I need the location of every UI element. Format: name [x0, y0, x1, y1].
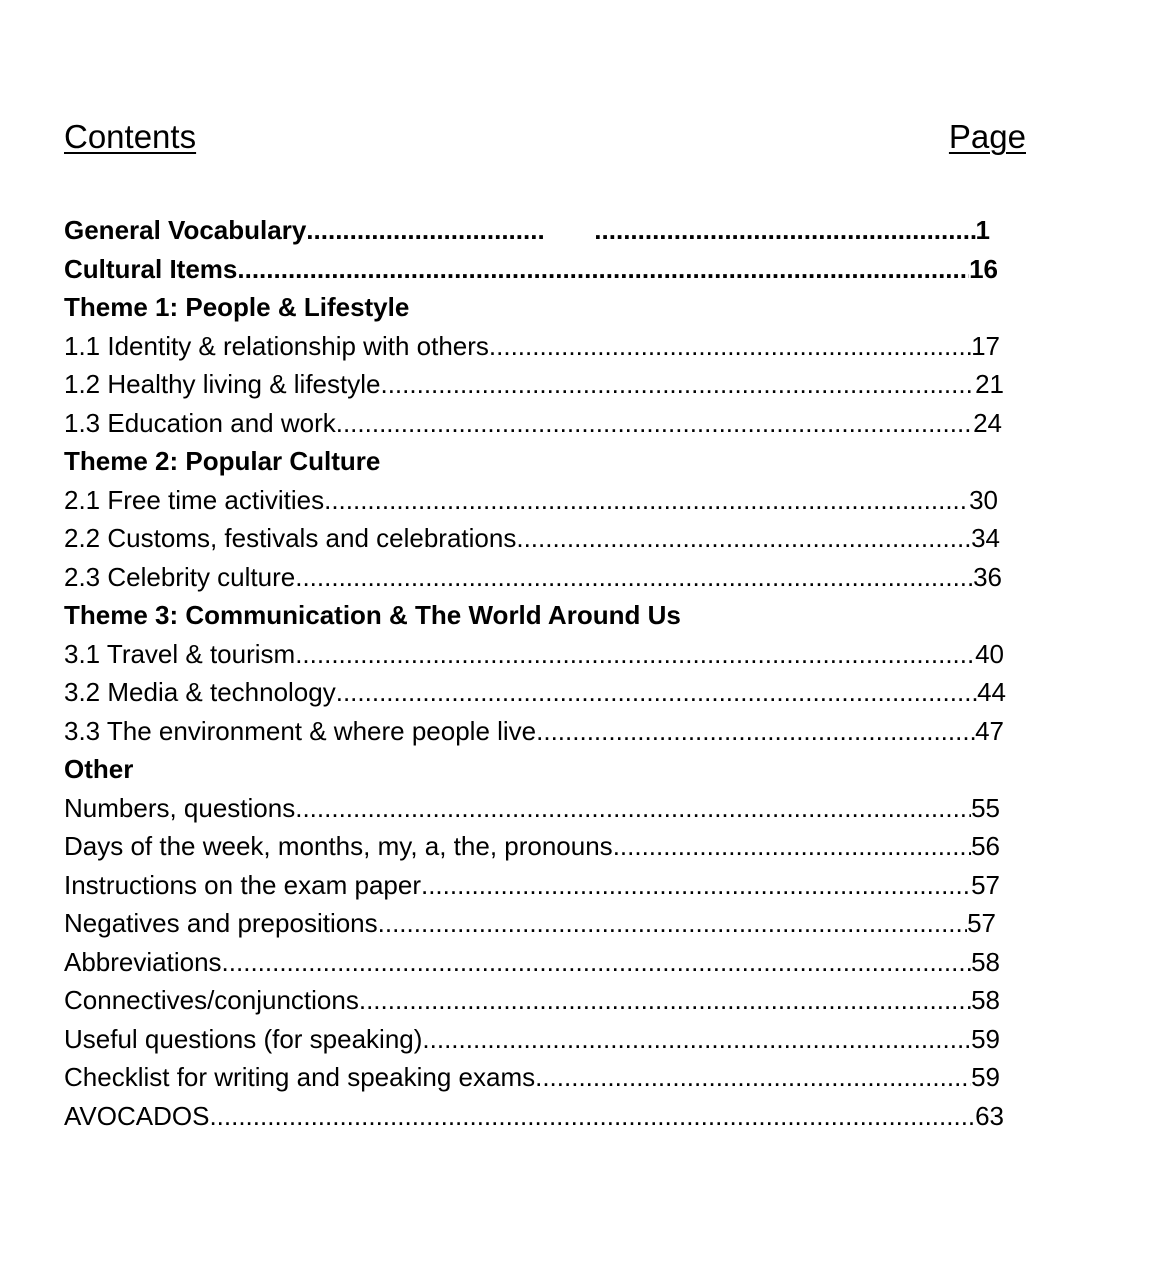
toc-entry-page: 40 [975, 638, 1004, 669]
toc-entry-days-of-the-week[interactable] [64, 827, 1000, 866]
dot-leader [422, 1020, 971, 1059]
toc-entry-label: 3.2 Media & technology [64, 677, 336, 707]
toc-entry-3-2[interactable] [64, 673, 1006, 712]
toc-entry-label: General Vocabulary [64, 215, 307, 245]
toc-entry-label: Negatives and prepositions [64, 908, 378, 938]
dot-leader [536, 712, 975, 751]
contents-header [64, 110, 1034, 170]
toc-entry-label: Days of the week, months, my, a, the, pronouns [64, 831, 613, 861]
dot-leader [535, 1058, 971, 1097]
toc-entry-negatives-prepositions[interactable] [64, 904, 996, 943]
toc-entry-label: 2.2 Customs, festivals and celebrations [64, 523, 517, 553]
toc-entry-page: 63 [975, 1100, 1004, 1131]
toc-entry-label: 1.1 Identity & relationship with others [64, 330, 489, 361]
toc-entry-label: Instructions on the exam paper [64, 869, 421, 900]
toc-entry-page: 58 [971, 946, 1000, 977]
toc-entry-page: 30 [969, 484, 998, 515]
toc-entry-page: 16 [969, 253, 998, 284]
toc-entry-page: 44 [977, 677, 1006, 707]
toc-entry-3-1[interactable] [64, 635, 1004, 674]
contents-title: Contents [64, 118, 197, 155]
toc-entry-label: AVOCADOS [64, 1100, 210, 1131]
toc-entry-general-vocabulary[interactable] [64, 211, 990, 250]
dot-leader [209, 1097, 975, 1136]
dot-leader [594, 211, 975, 250]
toc-section-other [64, 750, 1034, 789]
toc-entry-page: 34 [971, 523, 1000, 553]
toc-entry-label: Numbers, questions [64, 792, 296, 823]
dot-leader [613, 827, 971, 866]
toc-entry-label: Cultural Items [64, 253, 238, 284]
toc-section-heading: Theme 1: People & Lifestyle [64, 292, 410, 322]
toc-entry-1-1[interactable] [64, 327, 1000, 366]
toc-entry-page: 59 [971, 1062, 1000, 1092]
toc-entry-label: 3.3 The environment & where people live [64, 715, 537, 746]
toc-section-theme-2 [64, 442, 1034, 481]
toc-entry-cultural-items[interactable] [64, 250, 998, 289]
toc-entry-1-3[interactable] [64, 404, 1002, 443]
toc-entry-connectives[interactable] [64, 981, 1000, 1020]
dot-leader [378, 904, 967, 943]
toc-entry-page: 21 [975, 369, 1004, 399]
toc-entry-1-2[interactable] [64, 365, 1004, 404]
dot-leader [222, 943, 972, 982]
page-column-title: Page [948, 118, 1026, 155]
dot-leader [489, 327, 971, 366]
dot-leader [336, 673, 977, 712]
toc-entry-2-1[interactable] [64, 481, 998, 520]
toc-entry-page: 17 [971, 330, 1000, 361]
toc-entry-label: 2.1 Free time activities [64, 484, 325, 515]
toc-entry-page: 24 [973, 407, 1002, 438]
toc-entry-checklist[interactable] [64, 1058, 1000, 1097]
toc-section-theme-1 [64, 288, 1034, 327]
toc-entry-page: 55 [971, 792, 1000, 823]
toc-entry-avocados[interactable] [64, 1097, 1004, 1136]
dot-leader [295, 789, 971, 828]
toc-entry-page: 56 [971, 831, 1000, 861]
toc-entry-page: 47 [975, 715, 1004, 746]
toc-section-heading: Theme 2: Popular Culture [64, 446, 381, 476]
dot-leader [516, 519, 971, 558]
table-of-contents [64, 211, 1034, 1135]
dot-leader [295, 635, 975, 674]
toc-section-theme-3 [64, 596, 1034, 635]
toc-entry-page: 59 [971, 1023, 1000, 1054]
toc-section-heading: Theme 3: Communication & The World Around Us [64, 600, 681, 630]
toc-entry-page: 1 [975, 215, 990, 245]
toc-entry-label: Abbreviations [64, 946, 222, 977]
dot-leader [380, 365, 975, 404]
toc-entry-page: 57 [967, 908, 996, 938]
toc-entry-abbreviations[interactable] [64, 943, 1000, 982]
dot-leader [336, 404, 973, 443]
dot-leader [359, 981, 971, 1020]
toc-entry-2-2[interactable] [64, 519, 1000, 558]
toc-entry-useful-questions[interactable] [64, 1020, 1000, 1059]
dot-leader [306, 211, 546, 250]
toc-entry-label: 1.3 Education and work [64, 407, 336, 438]
contents-page [64, 110, 1034, 1131]
toc-entry-label: 2.3 Celebrity culture [64, 561, 296, 592]
dot-leader [324, 481, 969, 520]
toc-entry-page: 58 [971, 985, 1000, 1015]
toc-entry-2-3[interactable] [64, 558, 1002, 597]
toc-entry-label: 3.1 Travel & tourism [64, 638, 296, 669]
toc-entry-numbers-questions[interactable] [64, 789, 1000, 828]
toc-entry-3-3[interactable] [64, 712, 1004, 751]
toc-entry-label: 1.2 Healthy living & lifestyle [64, 369, 381, 399]
toc-entry-label: Useful questions (for speaking) [64, 1023, 423, 1054]
toc-entry-label: Connectives/conjunctions [64, 985, 359, 1015]
toc-entry-label: Checklist for writing and speaking exams [64, 1062, 536, 1092]
toc-entry-page: 57 [971, 869, 1000, 900]
toc-entry-instructions[interactable] [64, 866, 1000, 905]
dot-leader [237, 250, 969, 289]
toc-section-heading: Other [64, 754, 134, 784]
dot-leader [421, 866, 971, 905]
dot-leader [295, 558, 973, 597]
toc-entry-page: 36 [973, 561, 1002, 592]
